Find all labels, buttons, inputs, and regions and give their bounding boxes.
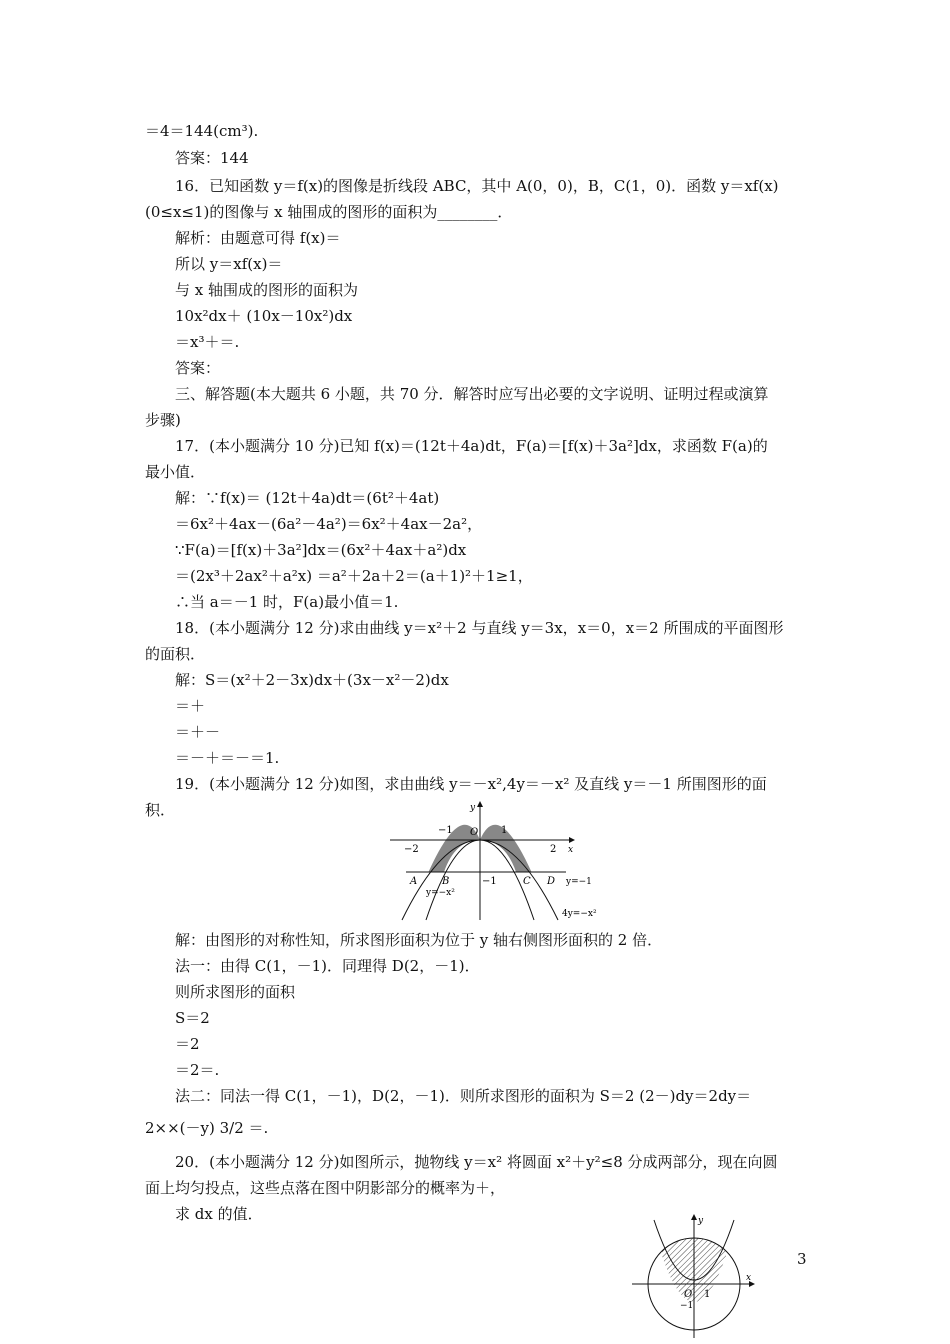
text-line: ∴当 a＝－1 时，F(a)最小值＝1. [175,593,399,611]
fig2-y-label: y [698,1216,704,1226]
text-line: 最小值． [145,463,206,481]
text-line: S＝2 [175,1009,210,1027]
fig1-point-B: B [442,876,450,887]
fig1-origin-label: O [470,827,479,838]
fig1-tick-pos2: 2 [550,844,557,855]
fig1-tick-neg1-y: −1 [482,876,497,887]
text-line: 与 x 轴围成的图形的面积为 [175,281,358,299]
fig1-point-D: D [547,876,556,887]
text-line: 19．(本小题满分 12 分)如图，求由曲线 y＝－x²,4y＝－x² 及直线 y＝－1 所围图形的面 [175,775,767,793]
text-line: 步骤) [145,411,181,429]
fig1-x-label: x [568,845,574,855]
text-line: 解析：由题意可得 f(x)＝ [175,229,341,247]
text-line: 求 dx 的值． [175,1205,263,1223]
text-line: ＝4＝144(cm³). [145,122,259,140]
text-line: 17．(本小题满分 10 分)已知 f(x)＝(12t＋4a)dt，F(a)＝[f(x)＋3a²]dx，求函数 F(a)的 [175,437,768,455]
text-line: 18．(本小题满分 12 分)求由曲线 y＝x²＋2 与直线 y＝3x，x＝0，x＝2 所围成的平面图形 [175,619,784,637]
text-line: ＝＋ [175,697,206,715]
text-line: 10x²dx＋ (10x－10x²)dx [175,307,353,325]
fig2-tick-pos1: 1 [704,1289,711,1300]
text-line: ∵F(a)＝[f(x)＋3a²]dx＝(6x²＋4ax＋a²)dx [175,541,467,559]
figure-parabola-area [388,798,600,924]
text-line: 则所求图形的面积 [175,983,296,1001]
fig1-curve1-label: y=−x² [426,888,455,898]
text-line: ＝2＝. [175,1061,220,1079]
figure-circle-parabola [628,1212,760,1340]
fig1-curve2-label: 4y=−x² [562,909,597,919]
text-line: 2××(－y) 3/2 ＝. [145,1119,269,1137]
fig1-y-label: y [470,803,476,813]
text-line: ＝2 [175,1035,200,1053]
fig2-origin-label: O [684,1289,693,1300]
text-line: 的面积． [145,645,206,663]
text-line: 解：S＝(x²＋2－3x)dx＋(3x－x²－2)dx [175,671,449,689]
text-line: 所以 y＝xf(x)＝ [175,255,283,273]
page-number: 3 [797,1250,807,1268]
text-line: 面上均匀投点，这些点落在图中阴影部分的概率为＋， [145,1179,506,1197]
text-line: 解：由图形的对称性知，所求图形面积为位于 y 轴右侧图形面积的 2 倍． [175,931,663,949]
text-line: ＝x³＋＝. [175,333,240,351]
fig2-tick-neg1: −1 [680,1301,694,1311]
text-line: 积． [145,801,176,819]
fig2-x-label: x [746,1273,752,1283]
text-line: ＝(2x³＋2ax²＋a²x) ＝a²＋2a＋2＝(a＋1)²＋1≥1， [175,567,533,585]
fig1-point-C: C [523,876,531,887]
text-line: 法二：同法一得 C(1，－1)，D(2，－1)．则所求图形的面积为 S＝2 (2－)dy＝2dy＝ [175,1087,752,1105]
text-line: 三、解答题(本大题共 6 小题，共 70 分．解答时应写出必要的文字说明、证明过程或演算 [175,385,769,403]
fig1-line-label: y=−1 [566,877,592,887]
text-line: (0≤x≤1)的图像与 x 轴围成的图形的面积为________． [145,203,513,221]
fig1-tick-neg1: −1 [438,825,453,836]
text-line: 法一：由得 C(1，－1)．同理得 D(2，－1)． [175,957,480,975]
text-line: ＝－＋＝－＝1. [175,749,280,767]
text-line: 16．已知函数 y＝f(x)的图像是折线段 ABC，其中 A(0，0)，B，C(1，0)．函数 y＝xf(x) [175,177,779,195]
fig1-tick-neg2: −2 [404,844,419,855]
text-line: ＝6x²＋4ax－(6a²－4a²)＝6x²＋4ax－2a²， [175,515,483,533]
text-line: 答案： [175,359,221,377]
text-line: 解：∵f(x)＝ (12t＋4a)dt＝(6t²＋4at) [175,489,440,507]
fig1-tick-pos1: 1 [501,825,508,836]
text-line: 答案：144 [175,149,249,167]
text-line: 20．(本小题满分 12 分)如图所示，抛物线 y＝x² 将圆面 x²＋y²≤8 分成两部分，现在向圆 [175,1153,778,1171]
text-line: ＝＋－ [175,723,221,741]
fig1-point-A: A [410,876,418,887]
